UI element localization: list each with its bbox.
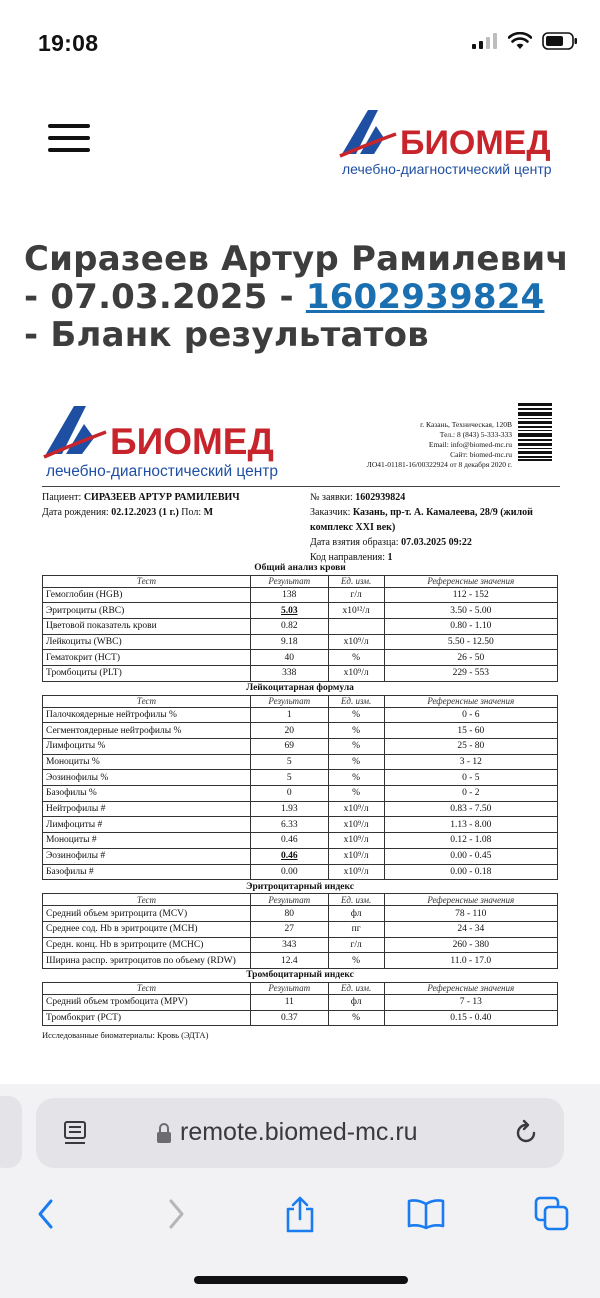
patient-name: СИРАЗЕЕВ АРТУР РАМИЛЕВИЧ (83, 492, 240, 503)
cell-ref: 7 - 13 (384, 994, 557, 1010)
section-title: Общий анализ крови (254, 562, 346, 573)
result-document (40, 398, 560, 1058)
cell-test: Средний объем тромбоцита (MPV) (43, 994, 251, 1010)
table-row (43, 587, 558, 603)
cell-test: Гемоглобин (HGB) (43, 587, 251, 603)
cell-unit: % (328, 953, 384, 969)
cell-result: 1 (250, 707, 328, 723)
address-bar[interactable] (36, 1098, 564, 1168)
status-icons (472, 32, 578, 50)
birth-date: 02.12.2023 (1 г.) (111, 507, 179, 518)
cell-ref: 112 - 152 (384, 587, 557, 603)
cell-ref: 78 - 110 (384, 906, 557, 922)
table-row (43, 994, 558, 1010)
section-title-row (43, 880, 558, 894)
cell-unit: фл (328, 994, 384, 1010)
table-row (43, 634, 558, 650)
section-title-row (43, 968, 558, 982)
share-icon (283, 1195, 317, 1233)
results-table (42, 561, 558, 1026)
cell-ref: 26 - 50 (384, 650, 557, 666)
column-header-unit: Ед. изм. (328, 894, 384, 906)
table-row (43, 953, 558, 969)
svg-text:БИОМЕД: БИОМЕД (400, 124, 551, 162)
table-row (43, 618, 558, 634)
cell-result: 0.00 (250, 864, 328, 880)
table-row (43, 921, 558, 937)
table-row (43, 665, 558, 681)
cell-result: 5 (250, 770, 328, 786)
order-info (310, 490, 560, 565)
cell-ref: 0 - 2 (384, 786, 557, 802)
table-row (43, 1010, 558, 1026)
patient-info (42, 490, 302, 520)
table-row (43, 833, 558, 849)
cell-result (250, 603, 328, 619)
cell-test: Базофилы # (43, 864, 251, 880)
cell-unit: x10⁹/л (328, 833, 384, 849)
order-number: 1602939824 (355, 492, 406, 503)
cell-test: Тромбоциты (PLT) (43, 665, 251, 681)
column-header-unit: Ед. изм. (328, 695, 384, 707)
bookmarks-button[interactable] (404, 1192, 448, 1236)
column-header-unit: Ед. изм. (328, 575, 384, 587)
table-row (43, 817, 558, 833)
lock-icon (156, 1122, 172, 1144)
direction-code: 1 (387, 552, 393, 563)
cell-result: 338 (250, 665, 328, 681)
column-header-ref: Референсные значения (384, 982, 557, 994)
cell-unit: x10⁹/л (328, 665, 384, 681)
title-date: - 07.03.2025 - (24, 277, 294, 317)
column-header-test: Тест (43, 695, 251, 707)
sample-row: Дата взятия образца: 07.03.2025 09:22 (310, 537, 472, 548)
column-header-ref: Референсные значения (384, 575, 557, 587)
cell-ref: 0 - 5 (384, 770, 557, 786)
cell-test: Моноциты # (43, 833, 251, 849)
cell-ref: 24 - 34 (384, 921, 557, 937)
cell-result: 0 (250, 786, 328, 802)
cell-ref: 1.13 - 8.00 (384, 817, 557, 833)
cellular-signal-icon (472, 33, 498, 49)
cell-unit: г/л (328, 587, 384, 603)
cell-unit: % (328, 786, 384, 802)
title-document-type: - Бланк результатов (24, 315, 429, 355)
cell-ref: 15 - 60 (384, 723, 557, 739)
cell-ref: 0.15 - 0.40 (384, 1010, 557, 1026)
cell-ref: 0.00 - 0.18 (384, 864, 557, 880)
table-row (43, 906, 558, 922)
cell-test: Средн. конц. Hb в эритроците (MCHC) (43, 937, 251, 953)
cell-ref: 11.0 - 17.0 (384, 953, 557, 969)
column-header-unit: Ед. изм. (328, 982, 384, 994)
direction-row: Код направления: 1 (310, 552, 393, 563)
section-title: Лейкоцитарная формула (246, 683, 354, 694)
cell-unit: % (328, 1010, 384, 1026)
column-header-result: Результат (250, 894, 328, 906)
cell-test: Палочкоядерные нейтрофилы % (43, 707, 251, 723)
url-text[interactable]: remote.biomed-mc.ru (180, 1118, 418, 1146)
cell-result: 11 (250, 994, 328, 1010)
reload-icon[interactable] (512, 1118, 540, 1148)
cell-test: Нейтрофилы # (43, 801, 251, 817)
title-patient-name: Сиразеев Артур Рамилевич (24, 239, 569, 279)
cell-unit: x10⁹/л (328, 817, 384, 833)
table-row (43, 770, 558, 786)
order-number-link[interactable]: 1602939824 (305, 277, 545, 317)
sex: М (203, 507, 214, 518)
table-row (43, 937, 558, 953)
column-header-row (43, 894, 558, 906)
back-chevron-icon (36, 1198, 56, 1230)
cell-test: Цветовой показатель крови (43, 618, 251, 634)
book-icon (406, 1198, 446, 1230)
cell-unit: x10¹²/л (328, 603, 384, 619)
document-divider (42, 486, 560, 487)
cell-test: Лейкоциты (WBC) (43, 634, 251, 650)
biomaterial-note: Исследованные биоматериалы: Кровь (ЭДТА) (42, 1030, 209, 1040)
cell-unit: % (328, 770, 384, 786)
cell-ref: 0.00 - 0.45 (384, 848, 557, 864)
column-header-result: Результат (250, 982, 328, 994)
cell-result: 12.4 (250, 953, 328, 969)
svg-text:лечебно-диагностический центр: лечебно-диагностический центр (342, 161, 552, 177)
cell-ref: 25 - 80 (384, 739, 557, 755)
cell-unit: % (328, 707, 384, 723)
biomed-logo[interactable] (338, 104, 578, 180)
cell-unit: % (328, 739, 384, 755)
column-header-result: Результат (250, 695, 328, 707)
column-header-ref: Референсные значения (384, 695, 557, 707)
menu-bar-top (48, 124, 90, 128)
clinic-license: ЛО41-01181-16/00322924 от 8 декабря 2020 г. (366, 460, 512, 469)
cell-result: 0.82 (250, 618, 328, 634)
safari-bottom-bar (0, 1084, 600, 1298)
reader-mode-icon[interactable] (62, 1120, 88, 1148)
cell-unit: % (328, 723, 384, 739)
cell-result: 20 (250, 723, 328, 739)
column-header-row (43, 695, 558, 707)
out-of-range-value: 0.46 (280, 851, 298, 862)
cell-result: 0.46 (250, 833, 328, 849)
cell-test: Эозинофилы % (43, 770, 251, 786)
cell-test: Базофилы % (43, 786, 251, 802)
clinic-phone: Тел.: 8 (843) 5-333-333 (439, 430, 512, 439)
table-row (43, 739, 558, 755)
cell-test: Средний объем эритроцита (MCV) (43, 906, 251, 922)
column-header-test: Тест (43, 982, 251, 994)
cell-result: 80 (250, 906, 328, 922)
browser-toolbar (0, 1188, 600, 1238)
status-time: 19:08 (38, 30, 99, 56)
share-button[interactable] (278, 1192, 322, 1236)
cell-ref: 3.50 - 5.00 (384, 603, 557, 619)
column-header-row (43, 982, 558, 994)
table-row (43, 786, 558, 802)
cell-test: Эритроциты (RBC) (43, 603, 251, 619)
cell-result: 69 (250, 739, 328, 755)
cell-test: Эозинофилы # (43, 848, 251, 864)
patient-row: Пациент: СИРАЗЕЕВ АРТУР РАМИЛЕВИЧ (42, 492, 240, 503)
cell-unit: % (328, 650, 384, 666)
hamburger-menu-button[interactable] (48, 124, 90, 158)
tabs-icon (534, 1196, 570, 1232)
table-row (43, 864, 558, 880)
column-header-test: Тест (43, 575, 251, 587)
document-logo (42, 402, 304, 482)
cell-result: 40 (250, 650, 328, 666)
clinic-address: г. Казань, Техническая, 120В (420, 420, 512, 429)
previous-tab-preview[interactable] (0, 1096, 22, 1168)
section-title-row (43, 681, 558, 695)
table-row (43, 603, 558, 619)
clinic-site: Сайт: biomed-mc.ru (450, 450, 512, 459)
table-row (43, 848, 558, 864)
table-row (43, 707, 558, 723)
cell-ref: 0.83 - 7.50 (384, 801, 557, 817)
page-title (24, 240, 584, 354)
cell-test: Ширина распр. эритроцитов по объему (RDW) (43, 953, 251, 969)
tabs-button[interactable] (530, 1192, 574, 1236)
cell-ref: 5.50 - 12.50 (384, 634, 557, 650)
cell-ref: 3 - 12 (384, 754, 557, 770)
cell-unit: пг (328, 921, 384, 937)
cell-unit: x10⁹/л (328, 864, 384, 880)
cell-unit (328, 618, 384, 634)
cell-ref: 0.80 - 1.10 (384, 618, 557, 634)
menu-bar-bottom (48, 148, 90, 152)
cell-unit: x10⁹/л (328, 848, 384, 864)
column-header-test: Тест (43, 894, 251, 906)
cell-result: 27 (250, 921, 328, 937)
customer-address: Казань, пр-т. А. Камалеева, 28/9 (жилой комплекс XXI век) (310, 507, 533, 533)
table-row (43, 754, 558, 770)
cell-result: 343 (250, 937, 328, 953)
table-row (43, 650, 558, 666)
cell-unit: x10⁹/л (328, 634, 384, 650)
home-indicator[interactable] (194, 1276, 408, 1284)
column-header-row (43, 575, 558, 587)
out-of-range-value: 5.03 (280, 605, 298, 616)
back-button[interactable] (24, 1192, 68, 1236)
clinic-email: Email: info@biomed-mc.ru (428, 440, 512, 449)
cell-result (250, 848, 328, 864)
barcode-icon (518, 403, 552, 461)
cell-result: 0.37 (250, 1010, 328, 1026)
column-header-ref: Референсные значения (384, 894, 557, 906)
cell-ref: 0.12 - 1.08 (384, 833, 557, 849)
cell-test: Лимфоциты % (43, 739, 251, 755)
battery-icon (542, 32, 578, 50)
cell-test: Моноциты % (43, 754, 251, 770)
section-title: Тромбоцитарный индекс (246, 970, 354, 981)
cell-result: 5 (250, 754, 328, 770)
cell-test: Гематокрит (HCT) (43, 650, 251, 666)
cell-test: Лимфоциты # (43, 817, 251, 833)
cell-result: 1.93 (250, 801, 328, 817)
sample-date: 07.03.2025 09:22 (401, 537, 472, 548)
forward-chevron-icon (166, 1198, 186, 1230)
section-title: Эритроцитарный индекс (246, 881, 354, 892)
cell-ref: 0 - 6 (384, 707, 557, 723)
cell-result: 6.33 (250, 817, 328, 833)
cell-test: Среднее сод. Hb в эритроците (MCH) (43, 921, 251, 937)
cell-unit: фл (328, 906, 384, 922)
status-bar (0, 0, 600, 86)
cell-test: Тромбокрит (PCT) (43, 1010, 251, 1026)
forward-button[interactable] (154, 1192, 198, 1236)
cell-test: Сегментоядерные нейтрофилы % (43, 723, 251, 739)
cell-unit: x10⁹/л (328, 801, 384, 817)
order-row: № заявки: 1602939824 (310, 492, 406, 503)
svg-text:БИОМЕД: БИОМЕД (110, 421, 274, 462)
title-date-line (24, 278, 584, 316)
table-row (43, 723, 558, 739)
svg-text:лечебно-диагностический центр: лечебно-диагностический центр (46, 463, 279, 480)
cell-unit: г/л (328, 937, 384, 953)
column-header-result: Результат (250, 575, 328, 587)
table-row (43, 801, 558, 817)
menu-bar-middle (48, 136, 90, 140)
wifi-icon (508, 32, 532, 50)
cell-result: 138 (250, 587, 328, 603)
cell-ref: 260 - 380 (384, 937, 557, 953)
cell-ref: 229 - 553 (384, 665, 557, 681)
clinic-contacts (367, 420, 512, 470)
cell-result: 9.18 (250, 634, 328, 650)
customer-row: Заказчик: Казань, пр-т. А. Камалеева, 28/9 (жилой комплекс XXI век) (310, 507, 533, 533)
birth-row: Дата рождения: 02.12.2023 (1 г.) Пол: М (42, 507, 214, 518)
section-title-row (43, 561, 558, 575)
cell-unit: % (328, 754, 384, 770)
